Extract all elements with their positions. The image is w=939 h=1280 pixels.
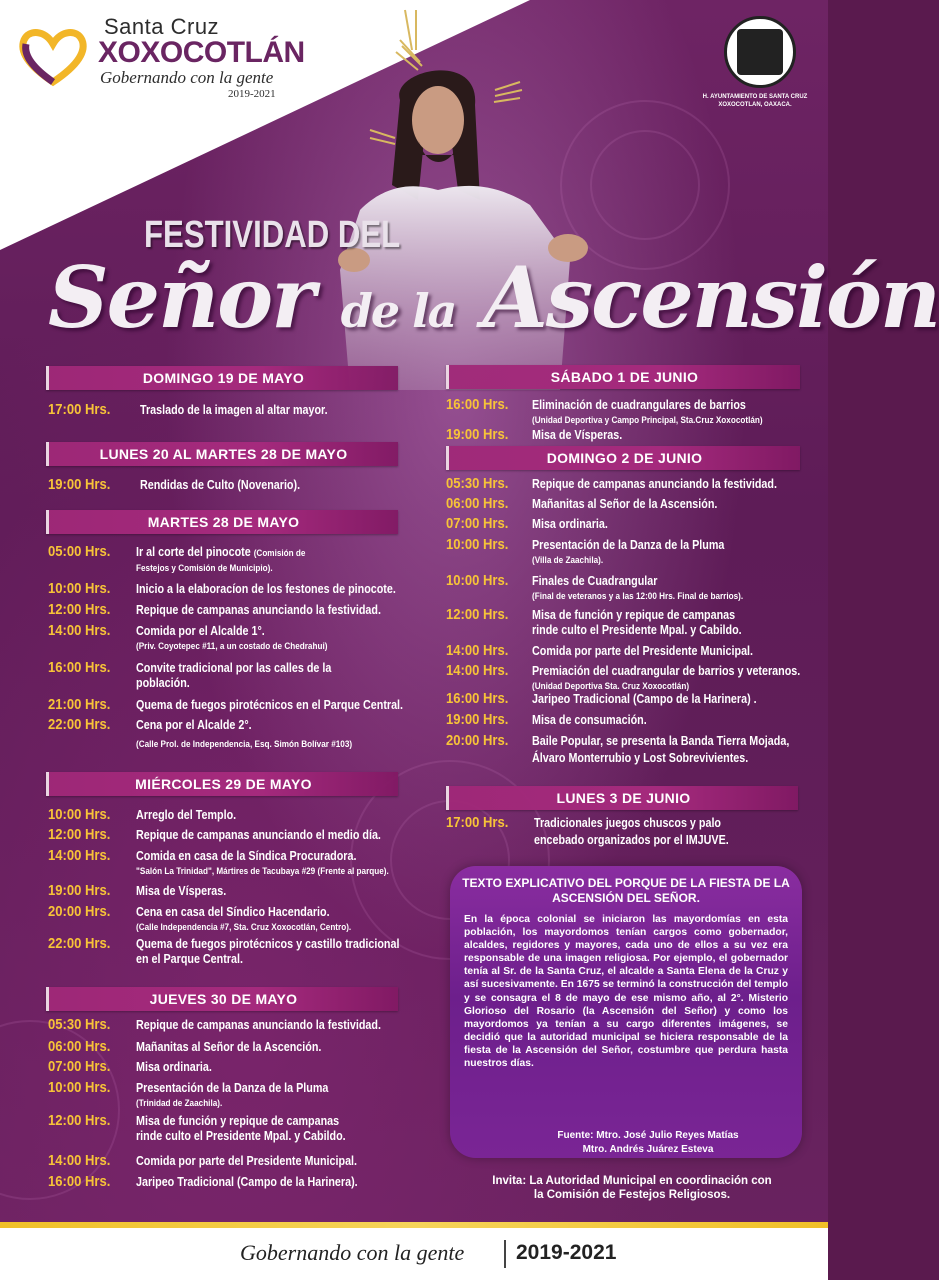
- event-time: 14:00 Hrs.: [48, 1153, 111, 1169]
- event-desc-line2: Álvaro Monterrubio y Lost Sobrevivientes.: [532, 751, 749, 765]
- event-desc: [532, 574, 743, 604]
- event-row: [446, 517, 826, 533]
- event-desc-line2: rinde culto el Presidente Mpal. y Cabildo.: [532, 623, 742, 637]
- event-time: 14:00 Hrs.: [48, 623, 111, 639]
- event-note: "Salón La Trinidad", Mártires de Tacubaya #29 (Frente al parque).: [136, 866, 389, 877]
- event-desc-main: Convite tradicional por las calles de la: [136, 661, 332, 675]
- event-row: [446, 692, 826, 708]
- event-desc: [532, 538, 724, 568]
- event-note: Festejos y Comisión de Municipio).: [136, 563, 273, 574]
- event-row: [48, 478, 438, 494]
- logo-slogan: Gobernando con la gente: [100, 68, 274, 87]
- explanation-box: [450, 866, 802, 1158]
- event-desc: [136, 1081, 328, 1111]
- event-time: 16:00 Hrs.: [48, 660, 111, 676]
- day-header: JUEVES 30 DE MAYO: [46, 987, 398, 1011]
- day-header: DOMINGO 19 DE MAYO: [46, 366, 398, 390]
- event-row: [48, 1060, 438, 1076]
- event-desc: Repique de campanas anunciando la festividad.: [136, 1018, 381, 1032]
- event-desc-main: Misa de función y repique de campanas: [532, 608, 736, 622]
- footer-divider: [504, 1240, 506, 1268]
- event-row: [446, 664, 826, 694]
- event-note: (Calle Independencia #7, Sta. Cruz Xoxocotlán, Centro).: [136, 922, 352, 933]
- event-desc: [532, 398, 763, 428]
- event-row: [48, 1081, 438, 1111]
- event-time: 20:00 Hrs.: [446, 733, 509, 749]
- event-desc: [136, 661, 331, 691]
- seal-emblem: [737, 29, 783, 75]
- event-desc-main: Quema de fuegos pirotécnicos y castillo tradicional: [136, 937, 400, 951]
- event-row: [446, 428, 826, 444]
- event-time: 05:30 Hrs.: [446, 476, 509, 492]
- event-time: 17:00 Hrs.: [48, 402, 111, 418]
- event-desc-main: Premiación del cuadrangular de barrios y veteranos.: [532, 664, 801, 678]
- event-desc: Misa ordinaria.: [532, 517, 608, 531]
- event-desc: Comida por parte del Presidente Municipal.: [532, 644, 754, 658]
- event-desc: Misa de Vísperas.: [136, 884, 227, 898]
- event-row: [48, 937, 448, 967]
- event-note: (Villa de Zaachila).: [532, 555, 604, 566]
- event-desc-line2: población.: [136, 676, 190, 690]
- event-note: (Trinidad de Zaachila).: [136, 1098, 223, 1109]
- event-desc: Quema de fuegos pirotécnicos en el Parque Central.: [136, 698, 404, 712]
- event-row: [446, 608, 826, 638]
- event-time: 19:00 Hrs.: [48, 883, 111, 899]
- event-note: (Unidad Deportiva Sta. Cruz Xoxocotlán): [532, 681, 690, 692]
- event-time: 10:00 Hrs.: [446, 573, 509, 589]
- event-desc: [136, 905, 351, 935]
- event-time: 19:00 Hrs.: [446, 712, 509, 728]
- event-time: 05:00 Hrs.: [48, 544, 111, 560]
- event-desc: Comida por parte del Presidente Municipal.: [136, 1154, 358, 1168]
- municipal-logo: [18, 12, 305, 102]
- event-desc-main: Misa de función y repique de campanas: [136, 1114, 340, 1128]
- logo-years: 2019-2021: [228, 88, 276, 100]
- source-line: Fuente: Mtro. José Julio Reyes Matías: [557, 1130, 739, 1141]
- day-header: MIÉRCOLES 29 DE MAYO: [46, 772, 398, 796]
- event-time: 22:00 Hrs.: [48, 717, 111, 733]
- event-desc-main: Tradicionales juegos chuscos y palo: [534, 816, 721, 830]
- event-row: [48, 1175, 438, 1191]
- event-time: 05:30 Hrs.: [48, 1017, 111, 1033]
- event-row: [446, 574, 826, 604]
- event-time: 14:00 Hrs.: [446, 643, 509, 659]
- event-desc-main: Cena por el Alcalde 2°.: [136, 718, 252, 732]
- event-row: [48, 1018, 438, 1034]
- event-note: (Calle Prol. de Independencia, Esq. Simón Bolívar #103): [136, 739, 353, 750]
- event-desc-line2: encebado organizados por el IMJUVE.: [534, 833, 729, 847]
- event-row: [48, 624, 438, 654]
- event-time: 07:00 Hrs.: [48, 1059, 111, 1075]
- event-note: (Priv. Coyotepec #11, a un costado de Chedrahui): [136, 641, 328, 652]
- explanation-text: En la época colonial se iniciaron las mayordomías en esta población, los mayordomos tenían cargos como gobernador, alcaldes, regidores y mayores, cada uno de ellos a su vez era responsable de una imagen religiosa. Por ejemplo, el gobernador tenía al Sr. de la Santa Cruz, el alcalde a Santa Elena de la Cruz y así sucesivamente. En 1675 se terminó la construcción del templo y se consagra el 8 de mayo de ese mismo año, al 2°. Misterio Glorioso del Rosario (la Ascensión del Señor) y como los mayordomos ya tenían a su cargo diferentes imágenes, se decidió que la autoridad municipal se hiciera responsable de la fiesta de la Ascensión del Señor, costumbre que perdura hasta nuestros días.: [464, 914, 788, 1070]
- day-header: LUNES 3 DE JUNIO: [446, 786, 798, 810]
- seal-caption: H. AYUNTAMIENTO DE SANTA CRUZ XOXOCOTLAN, OAXACA.: [702, 94, 808, 108]
- event-desc: Jaripeo Tradicional (Campo de la Harinera).: [136, 1175, 358, 1189]
- event-time: 10:00 Hrs.: [48, 807, 111, 823]
- event-desc-main: Comida por el Alcalde 1°.: [136, 624, 265, 638]
- heart-logo-icon: [18, 26, 88, 86]
- event-row: [48, 1154, 438, 1170]
- day-header: SÁBADO 1 DE JUNIO: [446, 365, 800, 389]
- event-desc: Misa ordinaria.: [136, 1060, 212, 1074]
- event-desc: Inicio a la elaboracíon de los festones de pinocote.: [136, 582, 396, 596]
- event-row: [48, 905, 438, 935]
- event-time: 10:00 Hrs.: [48, 581, 111, 597]
- title-word: Señor: [48, 248, 314, 347]
- invitation-line: Invita: La Autoridad Municipal en coordinación con: [492, 1175, 772, 1187]
- event-desc: [534, 816, 729, 848]
- event-row: [48, 1040, 438, 1056]
- event-time: 12:00 Hrs.: [48, 602, 111, 618]
- event-row: [48, 849, 448, 879]
- event-desc: [136, 1114, 346, 1144]
- event-row: [446, 477, 826, 493]
- event-row: [446, 538, 826, 568]
- event-time: 22:00 Hrs.: [48, 936, 111, 952]
- event-desc: [136, 849, 389, 879]
- event-desc-main: Comida en casa de la Síndica Procuradora.: [136, 849, 357, 863]
- footer-years: 2019-2021: [516, 1241, 617, 1264]
- logo-town-name-bold: XOXOCOTLÁN: [98, 36, 305, 69]
- event-row: [48, 582, 438, 598]
- event-time: 10:00 Hrs.: [446, 537, 509, 553]
- event-desc: Jaripeo Tradicional (Campo de la Harinera) .: [532, 692, 757, 706]
- invitation-text: [452, 1174, 812, 1202]
- title-word: de la: [340, 284, 456, 338]
- event-time: 12:00 Hrs.: [446, 607, 509, 623]
- event-desc: [532, 734, 789, 766]
- day-header: DOMINGO 2 DE JUNIO: [446, 446, 800, 470]
- flower-decoration: [590, 130, 700, 240]
- event-row: [48, 828, 438, 844]
- event-desc: Misa de Vísperas.: [532, 428, 623, 442]
- event-row: [48, 545, 438, 575]
- event-desc-main: Cena en casa del Síndico Hacendario.: [136, 905, 330, 919]
- event-row: [48, 603, 438, 619]
- event-time: 12:00 Hrs.: [48, 1113, 111, 1129]
- event-time: 14:00 Hrs.: [446, 663, 509, 679]
- invitation-line: la Comisión de Festejos Religiosos.: [533, 1189, 731, 1201]
- event-row: [48, 718, 438, 752]
- event-desc: [136, 718, 352, 752]
- event-row: [446, 644, 826, 660]
- title-main: [48, 248, 939, 347]
- event-time: 10:00 Hrs.: [48, 1080, 111, 1096]
- event-desc: [136, 937, 399, 967]
- event-desc: Mañanitas al Señor de la Ascensión.: [532, 497, 718, 511]
- event-desc: Repique de campanas anunciando la festividad.: [136, 603, 381, 617]
- event-desc: [136, 545, 305, 576]
- event-row: [48, 661, 438, 691]
- event-desc-main: Ir al corte del pinocote: [136, 545, 251, 559]
- event-desc-main: Presentación de la Danza de la Pluma: [136, 1081, 329, 1095]
- event-desc-main: Presentación de la Danza de la Pluma: [532, 538, 725, 552]
- event-row: [48, 1114, 438, 1144]
- event-time: 12:00 Hrs.: [48, 827, 111, 843]
- event-desc: [136, 624, 327, 654]
- event-time: 21:00 Hrs.: [48, 697, 111, 713]
- event-time: 16:00 Hrs.: [48, 1174, 111, 1190]
- event-row: [446, 497, 826, 513]
- event-desc-main: Baile Popular, se presenta la Banda Tierra Mojada,: [532, 734, 790, 748]
- event-note: (Unidad Deportiva y Campo Principal, Sta.Cruz Xoxocotlán): [532, 415, 763, 426]
- event-time: 06:00 Hrs.: [48, 1039, 111, 1055]
- event-row: [446, 734, 826, 766]
- event-desc: Repique de campanas anunciando la festividad.: [532, 477, 777, 491]
- event-row: [48, 808, 438, 824]
- event-row: [446, 713, 826, 729]
- event-time: 17:00 Hrs.: [446, 815, 509, 831]
- event-time: 16:00 Hrs.: [446, 691, 509, 707]
- event-desc: Repique de campanas anunciando el medio día.: [136, 828, 381, 842]
- event-time: 19:00 Hrs.: [446, 427, 509, 443]
- event-row: [48, 884, 438, 900]
- event-desc-line2: en el Parque Central.: [136, 952, 243, 966]
- source-line: Mtro. Andrés Juárez Esteva: [582, 1144, 714, 1155]
- event-desc: Traslado de la imagen al altar mayor.: [140, 403, 328, 417]
- event-time: 14:00 Hrs.: [48, 848, 111, 864]
- event-row: [48, 698, 438, 714]
- event-desc: Arreglo del Templo.: [136, 808, 237, 822]
- day-header: MARTES 28 DE MAYO: [46, 510, 398, 534]
- logo-town-name: Santa Cruz: [104, 14, 220, 39]
- event-desc-line2: rinde culto el Presidente Mpal. y Cabildo.: [136, 1129, 346, 1143]
- day-header: LUNES 20 AL MARTES 28 DE MAYO: [46, 442, 398, 466]
- title-festividad: FESTIVIDAD DEL: [144, 214, 401, 256]
- event-row: [446, 398, 826, 428]
- event-desc: [532, 608, 742, 638]
- event-desc: Mañanitas al Señor de la Ascención.: [136, 1040, 322, 1054]
- event-time: 06:00 Hrs.: [446, 496, 509, 512]
- event-desc: Rendidas de Culto (Novenario).: [140, 478, 301, 492]
- event-desc: [532, 664, 800, 694]
- footer-slogan: Gobernando con la gente: [240, 1240, 465, 1265]
- event-row: [48, 403, 438, 419]
- event-time: 20:00 Hrs.: [48, 904, 111, 920]
- municipal-seal-icon: [724, 16, 796, 88]
- event-time: 19:00 Hrs.: [48, 477, 111, 493]
- explanation-title: TEXTO EXPLICATIVO DEL PORQUE DE LA FIESTA DE LA ASCENSIÓN DEL SEÑOR.: [462, 876, 790, 905]
- event-time: 16:00 Hrs.: [446, 397, 509, 413]
- event-note: (Comisión de: [253, 548, 306, 559]
- event-desc: Misa de consumación.: [532, 713, 647, 727]
- event-desc-main: Eliminación de cuadrangulares de barrios: [532, 398, 746, 412]
- event-note: (Final de veteranos y a las 12:00 Hrs. Final de barrios).: [532, 591, 744, 602]
- event-row: [446, 816, 826, 848]
- event-time: 07:00 Hrs.: [446, 516, 509, 532]
- event-desc-main: Finales de Cuadrangular: [532, 574, 658, 588]
- title-word: Ascensión: [482, 248, 939, 347]
